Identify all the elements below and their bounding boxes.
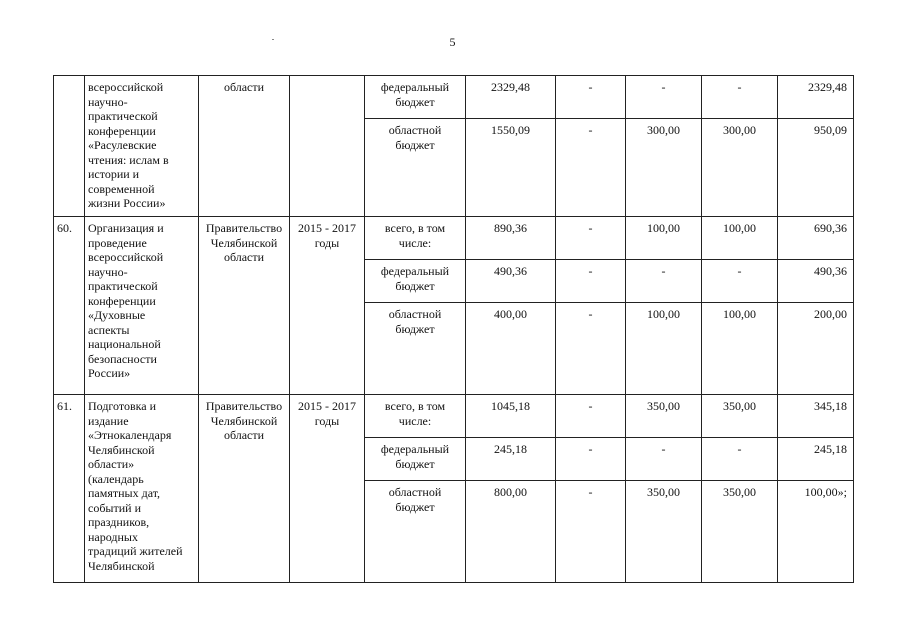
year-2016-cell: 100,00 [626, 303, 702, 395]
year-2016-cell: 350,00 [626, 481, 702, 583]
year-2017-cell: - [702, 76, 778, 119]
table-row [54, 76, 854, 119]
year-2015-cell: - [556, 119, 626, 217]
row-number-cell [54, 76, 85, 217]
total-cell: 245,18 [466, 438, 556, 481]
executor-cell: области [199, 76, 290, 217]
funding-source-cell: областной бюджет [365, 303, 466, 395]
total-cell: 1045,18 [466, 395, 556, 438]
funding-source-cell: областной бюджет [365, 481, 466, 583]
row-number-cell: 60. [54, 217, 85, 395]
year-2015-cell: - [556, 260, 626, 303]
year-2017-cell: 100,00 [702, 217, 778, 260]
year-2015-cell: - [556, 438, 626, 481]
funding-source-cell: областной бюджет [365, 119, 466, 217]
year-2016-cell: 100,00 [626, 217, 702, 260]
page-number: 5 [449, 35, 456, 49]
funding-source-cell: федеральный бюджет [365, 438, 466, 481]
executor-cell: Правительство Челябинской области [199, 395, 290, 583]
year-2017-cell: - [702, 260, 778, 303]
year-2016-cell: 350,00 [626, 395, 702, 438]
year-2016-cell: 300,00 [626, 119, 702, 217]
last-column-cell: 100,00»; [778, 481, 854, 583]
measure-name-cell: Подготовка и издание «Этнокалендаря Челябинской области» (календарь памятных дат, событий и праздников, народных традиций жителей Челябинской [85, 395, 199, 583]
row-number-cell: 61. [54, 395, 85, 583]
funding-source-cell: федеральный бюджет [365, 76, 466, 119]
year-2015-cell: - [556, 217, 626, 260]
funding-source-cell: всего, в том числе: [365, 217, 466, 260]
total-cell: 800,00 [466, 481, 556, 583]
year-2015-cell: - [556, 76, 626, 119]
total-cell: 400,00 [466, 303, 556, 395]
table-row [54, 217, 854, 260]
last-column-cell: 2329,48 [778, 76, 854, 119]
year-2015-cell: - [556, 481, 626, 583]
year-2017-cell: 350,00 [702, 395, 778, 438]
executor-cell: Правительство Челябинской области [199, 217, 290, 395]
period-cell [290, 76, 365, 217]
year-2015-cell: - [556, 395, 626, 438]
last-column-cell: 690,36 [778, 217, 854, 260]
total-cell: 890,36 [466, 217, 556, 260]
funding-source-cell: федеральный бюджет [365, 260, 466, 303]
funding-source-cell: всего, в том числе: [365, 395, 466, 438]
total-cell: 1550,09 [466, 119, 556, 217]
last-column-cell: 490,36 [778, 260, 854, 303]
measure-name-cell: Организация и проведение всероссийской научно- практической конференции «Духовные аспекты национальной безопасности России» [85, 217, 199, 395]
budget-table [53, 75, 854, 583]
measure-name-cell: всероссийской научно- практической конференции «Расулевские чтения: ислам в истории и современной жизни России» [85, 76, 199, 217]
year-2015-cell: - [556, 303, 626, 395]
last-column-cell: 245,18 [778, 438, 854, 481]
year-2017-cell: 100,00 [702, 303, 778, 395]
table-row [54, 395, 854, 438]
total-cell: 490,36 [466, 260, 556, 303]
year-2017-cell: 350,00 [702, 481, 778, 583]
last-column-cell: 200,00 [778, 303, 854, 395]
year-2017-cell: - [702, 438, 778, 481]
period-cell: 2015 - 2017 годы [290, 217, 365, 395]
last-column-cell: 950,09 [778, 119, 854, 217]
year-2016-cell: - [626, 76, 702, 119]
year-2017-cell: 300,00 [702, 119, 778, 217]
last-column-cell: 345,18 [778, 395, 854, 438]
scan-speck [272, 39, 274, 40]
year-2016-cell: - [626, 438, 702, 481]
total-cell: 2329,48 [466, 76, 556, 119]
period-cell: 2015 - 2017 годы [290, 395, 365, 583]
year-2016-cell: - [626, 260, 702, 303]
